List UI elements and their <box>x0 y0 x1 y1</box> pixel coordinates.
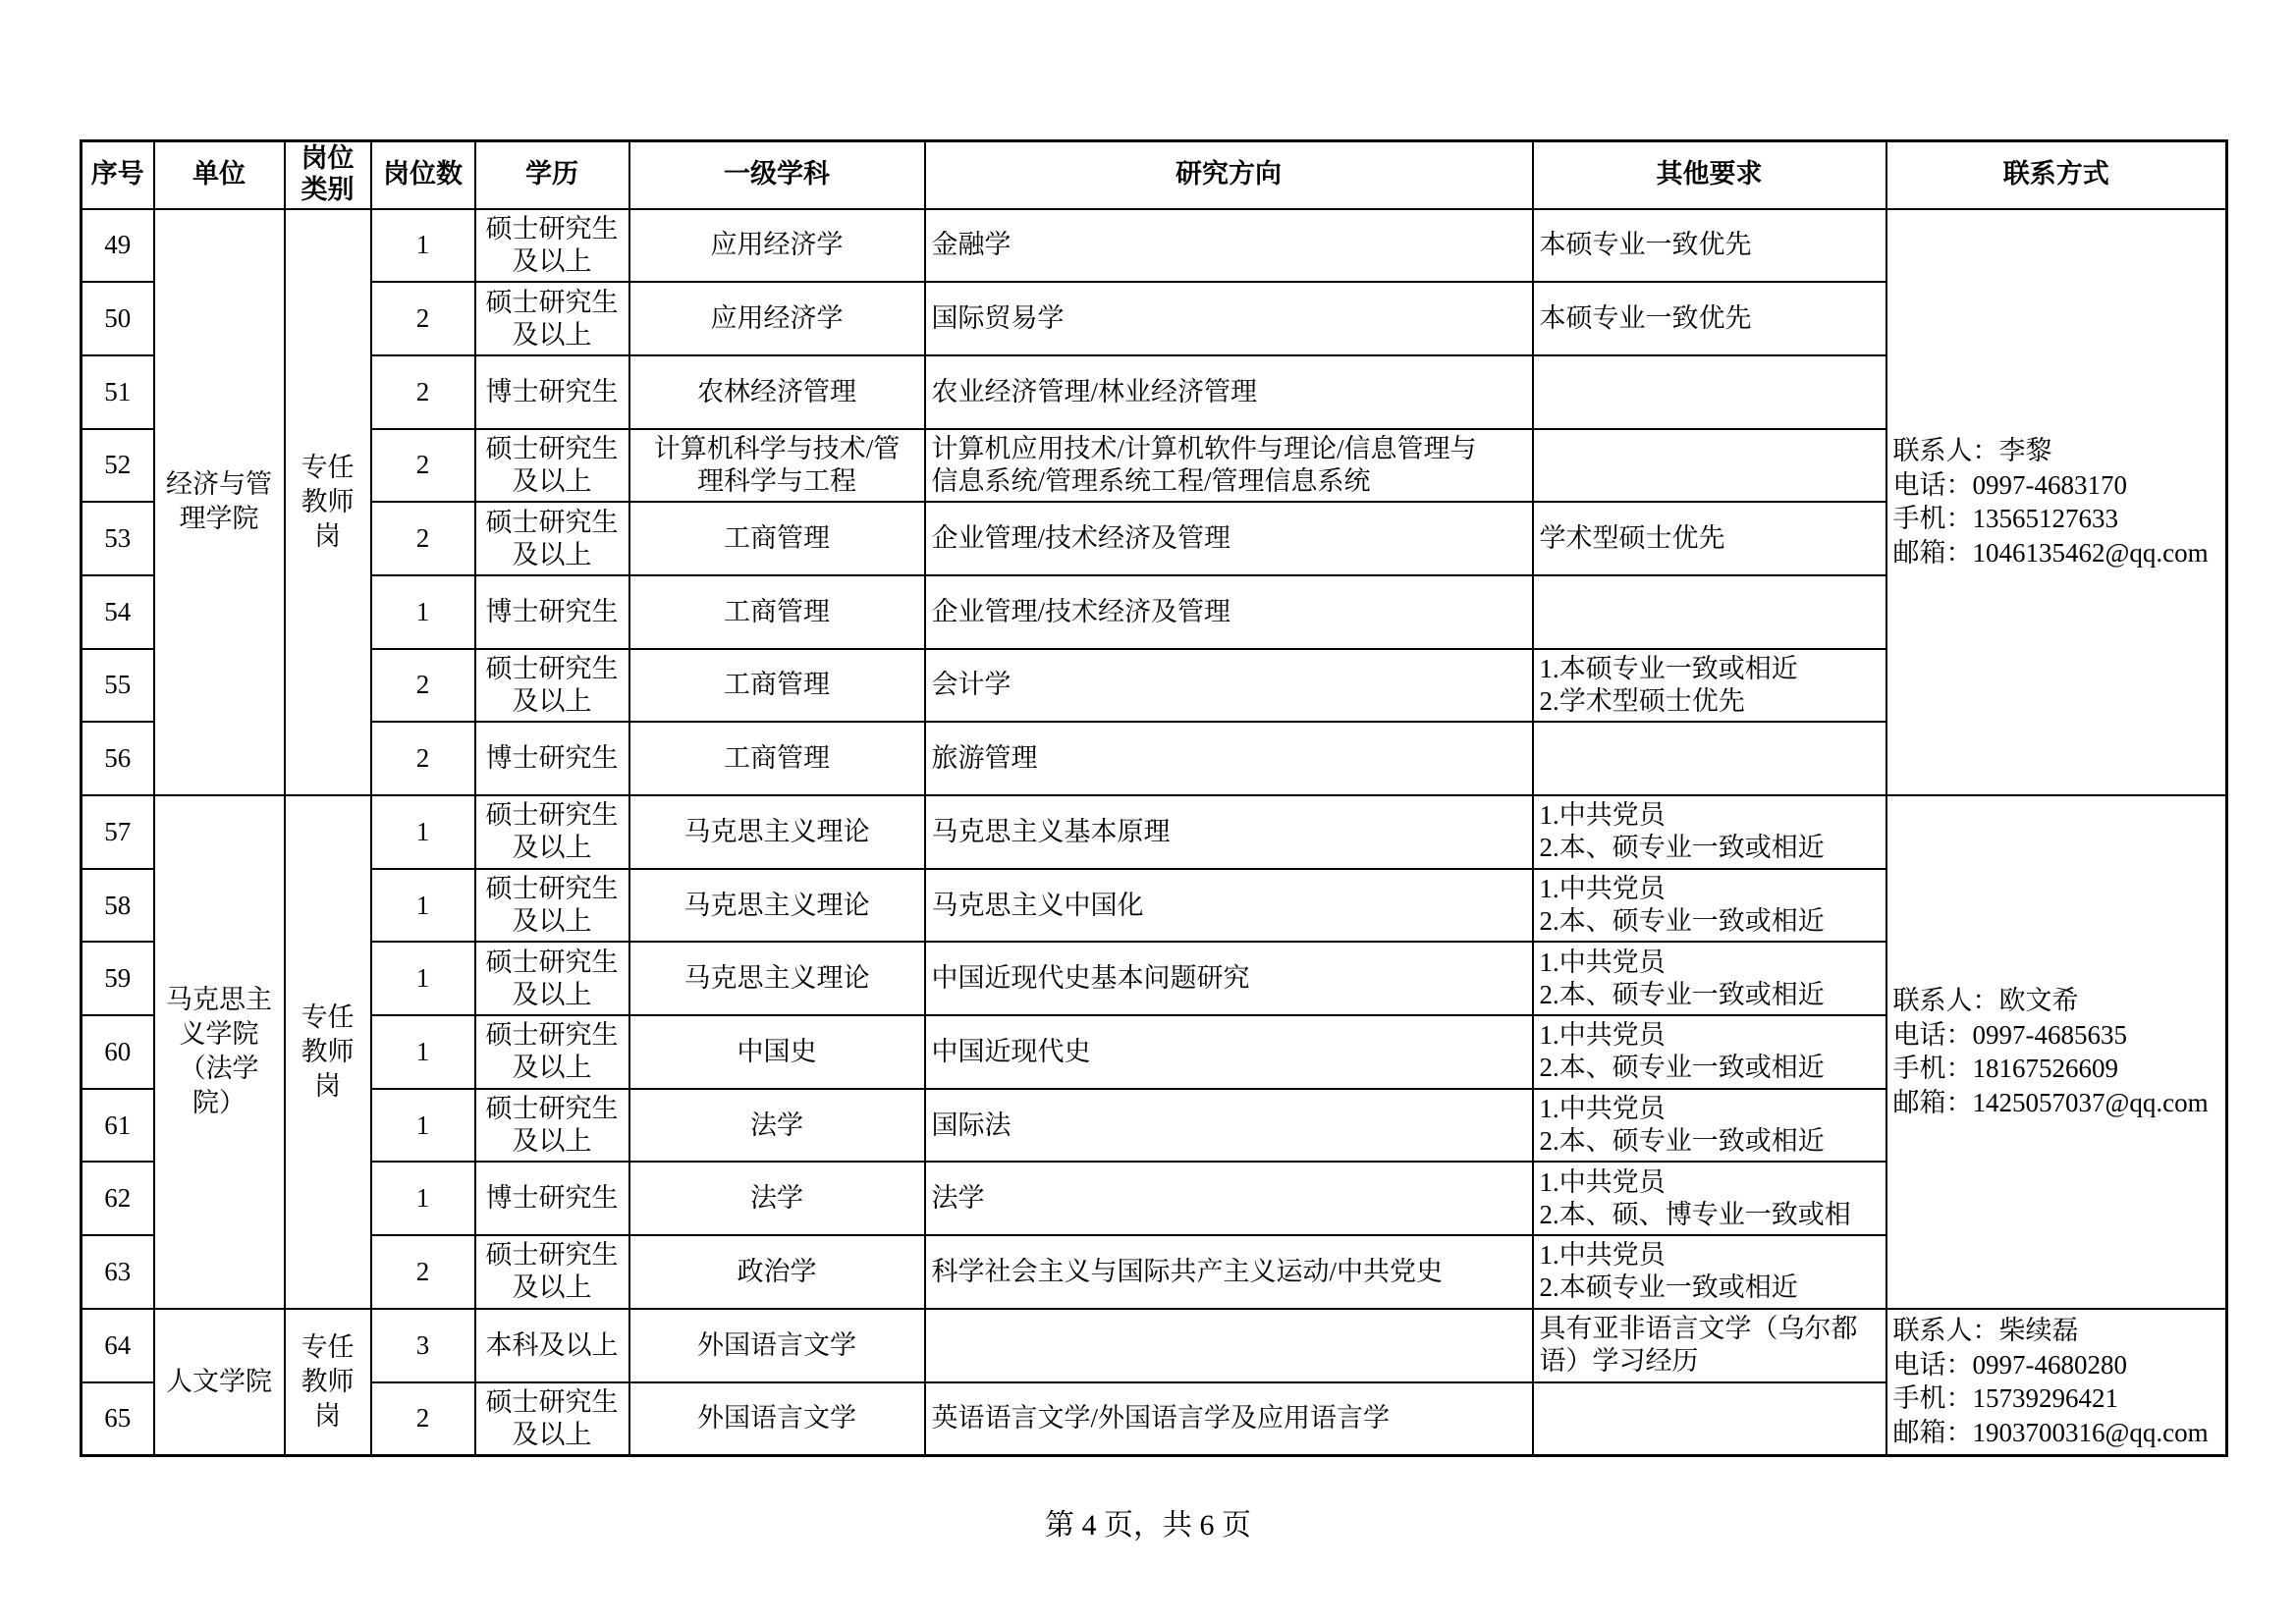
cell-direction: 旅游管理 <box>925 722 1533 795</box>
page-footer: 第 4 页，共 6 页 <box>1045 1509 1251 1542</box>
cell-direction: 企业管理/技术经济及管理 <box>925 575 1533 649</box>
cell-direction: 马克思主义基本原理 <box>925 795 1533 869</box>
cell-requirements: 本硕专业一致优先 <box>1533 209 1886 283</box>
cell-unit: 人文学院 <box>154 1309 285 1455</box>
cell-direction: 中国近现代史基本问题研究 <box>925 942 1533 1015</box>
cell-discipline: 法学 <box>629 1089 925 1163</box>
header-count: 岗位数 <box>371 141 475 209</box>
cell-no: 53 <box>82 502 154 575</box>
cell-education: 硕士研究生 及以上 <box>475 502 629 575</box>
header-category: 岗位 类别 <box>285 141 371 209</box>
cell-contact <box>1886 209 2227 796</box>
cell-direction: 金融学 <box>925 209 1533 283</box>
cell-count: 1 <box>371 1162 475 1235</box>
cell-direction: 国际法 <box>925 1089 1533 1163</box>
cell-requirements <box>1533 722 1886 795</box>
cell-count: 2 <box>371 649 475 723</box>
table-header <box>82 141 2227 209</box>
cell-category: 专任 教师 岗 <box>285 1309 371 1455</box>
cell-contact <box>1886 795 2227 1309</box>
cell-no: 64 <box>82 1309 154 1382</box>
cell-direction: 中国近现代史 <box>925 1015 1533 1089</box>
cell-count: 1 <box>371 942 475 1015</box>
cell-education: 博士研究生 <box>475 355 629 429</box>
contact-mobile: 手机：15739296421 <box>1892 1383 2118 1414</box>
cell-education: 硕士研究生 及以上 <box>475 1382 629 1456</box>
cell-count: 2 <box>371 355 475 429</box>
cell-no: 63 <box>82 1235 154 1309</box>
cell-requirements <box>1533 1382 1886 1456</box>
contact-email: 邮箱：1046135462@qq.com <box>1892 537 2209 568</box>
cell-discipline: 马克思主义理论 <box>629 942 925 1015</box>
cell-discipline: 外国语言文学 <box>629 1382 925 1456</box>
contact-email: 邮箱：1425057037@qq.com <box>1892 1087 2209 1117</box>
cell-education: 博士研究生 <box>475 1162 629 1235</box>
cell-discipline: 马克思主义理论 <box>629 795 925 869</box>
header-row <box>82 141 2227 209</box>
cell-discipline: 工商管理 <box>629 649 925 723</box>
cell-count: 1 <box>371 869 475 943</box>
cell-requirements <box>1533 355 1886 429</box>
cell-education: 硕士研究生 及以上 <box>475 429 629 503</box>
cell-education: 博士研究生 <box>475 575 629 649</box>
cell-requirements: 1.中共党员 2.本、硕专业一致或相近 <box>1533 942 1886 1015</box>
cell-no: 58 <box>82 869 154 943</box>
cell-no: 55 <box>82 649 154 723</box>
cell-discipline: 应用经济学 <box>629 209 925 283</box>
cell-count: 2 <box>371 282 475 355</box>
cell-education: 博士研究生 <box>475 722 629 795</box>
cell-discipline: 政治学 <box>629 1235 925 1309</box>
cell-no: 59 <box>82 942 154 1015</box>
cell-count: 1 <box>371 795 475 869</box>
cell-no: 50 <box>82 282 154 355</box>
cell-unit: 马克思主 义学院 （法学 院） <box>154 795 285 1309</box>
cell-discipline: 计算机科学与技术/管 理科学与工程 <box>629 429 925 503</box>
contact-email: 邮箱：1903700316@qq.com <box>1892 1417 2209 1447</box>
contact-person: 联系人：欧文希 <box>1892 986 2079 1016</box>
header-education: 学历 <box>475 141 629 209</box>
cell-discipline: 工商管理 <box>629 722 925 795</box>
cell-education: 硕士研究生 及以上 <box>475 282 629 355</box>
cell-requirements <box>1533 429 1886 503</box>
contact-phone: 电话：0997-4685635 <box>1892 1019 2127 1050</box>
cell-no: 52 <box>82 429 154 503</box>
cell-no: 51 <box>82 355 154 429</box>
cell-education: 硕士研究生 及以上 <box>475 649 629 723</box>
cell-requirements: 本硕专业一致优先 <box>1533 282 1886 355</box>
cell-discipline: 农林经济管理 <box>629 355 925 429</box>
cell-contact <box>1886 1309 2227 1455</box>
header-contact: 联系方式 <box>1886 141 2227 209</box>
cell-education: 硕士研究生 及以上 <box>475 1235 629 1309</box>
cell-no: 54 <box>82 575 154 649</box>
cell-education: 硕士研究生 及以上 <box>475 1089 629 1163</box>
cell-unit: 经济与管 理学院 <box>154 209 285 796</box>
cell-discipline: 工商管理 <box>629 575 925 649</box>
cell-education: 硕士研究生 及以上 <box>475 1015 629 1089</box>
cell-count: 3 <box>371 1309 475 1382</box>
cell-requirements: 1.中共党员 2.本、硕、博专业一致或相 <box>1533 1162 1886 1235</box>
cell-direction: 农业经济管理/林业经济管理 <box>925 355 1533 429</box>
cell-education: 本科及以上 <box>475 1309 629 1382</box>
cell-requirements: 1.中共党员 2.本、硕专业一致或相近 <box>1533 1015 1886 1089</box>
contact-phone: 电话：0997-4683170 <box>1892 469 2127 500</box>
cell-requirements: 1.中共党员 2.本、硕专业一致或相近 <box>1533 1089 1886 1163</box>
contact-person: 联系人：柴续磊 <box>1892 1316 2079 1346</box>
cell-category: 专任 教师 岗 <box>285 795 371 1309</box>
cell-education: 硕士研究生 及以上 <box>475 209 629 283</box>
cell-direction: 会计学 <box>925 649 1533 723</box>
contact-phone: 电话：0997-4680280 <box>1892 1349 2127 1380</box>
cell-direction: 法学 <box>925 1162 1533 1235</box>
contact-mobile: 手机：13565127633 <box>1892 504 2118 534</box>
cell-no: 62 <box>82 1162 154 1235</box>
cell-discipline: 马克思主义理论 <box>629 869 925 943</box>
cell-direction: 企业管理/技术经济及管理 <box>925 502 1533 575</box>
cell-requirements: 具有亚非语言文学（乌尔都 语）学习经历 <box>1533 1309 1886 1382</box>
contact-mobile: 手机：18167526609 <box>1892 1054 2118 1084</box>
header-unit: 单位 <box>154 141 285 209</box>
cell-education: 硕士研究生 及以上 <box>475 869 629 943</box>
cell-direction: 英语语言文学/外国语言学及应用语言学 <box>925 1382 1533 1456</box>
recruitment-table <box>80 139 2228 1457</box>
cell-count: 1 <box>371 1015 475 1089</box>
cell-count: 1 <box>371 1089 475 1163</box>
cell-discipline: 中国史 <box>629 1015 925 1089</box>
header-discipline: 一级学科 <box>629 141 925 209</box>
cell-direction: 马克思主义中国化 <box>925 869 1533 943</box>
table-row <box>82 795 2227 869</box>
cell-count: 1 <box>371 575 475 649</box>
cell-direction: 计算机应用技术/计算机软件与理论/信息管理与 信息系统/管理系统工程/管理信息系统 <box>925 429 1533 503</box>
table-body <box>82 209 2227 1456</box>
header-no: 序号 <box>82 141 154 209</box>
table-row <box>82 1309 2227 1382</box>
cell-count: 2 <box>371 722 475 795</box>
cell-requirements: 1.本硕专业一致或相近 2.学术型硕士优先 <box>1533 649 1886 723</box>
table-row <box>82 209 2227 283</box>
cell-count: 1 <box>371 209 475 283</box>
cell-requirements: 学术型硕士优先 <box>1533 502 1886 575</box>
cell-count: 2 <box>371 1382 475 1456</box>
cell-category: 专任 教师 岗 <box>285 209 371 796</box>
cell-education: 硕士研究生 及以上 <box>475 942 629 1015</box>
cell-count: 2 <box>371 429 475 503</box>
cell-no: 57 <box>82 795 154 869</box>
header-direction: 研究方向 <box>925 141 1533 209</box>
header-requirements: 其他要求 <box>1533 141 1886 209</box>
cell-discipline: 应用经济学 <box>629 282 925 355</box>
cell-direction: 科学社会主义与国际共产主义运动/中共党史 <box>925 1235 1533 1309</box>
cell-no: 56 <box>82 722 154 795</box>
cell-no: 61 <box>82 1089 154 1163</box>
cell-discipline: 外国语言文学 <box>629 1309 925 1382</box>
cell-count: 2 <box>371 1235 475 1309</box>
cell-requirements <box>1533 575 1886 649</box>
cell-direction: 国际贸易学 <box>925 282 1533 355</box>
cell-count: 2 <box>371 502 475 575</box>
cell-discipline: 法学 <box>629 1162 925 1235</box>
contact-person: 联系人：李黎 <box>1892 436 2052 466</box>
cell-requirements: 1.中共党员 2.本硕专业一致或相近 <box>1533 1235 1886 1309</box>
cell-no: 65 <box>82 1382 154 1456</box>
cell-no: 60 <box>82 1015 154 1089</box>
cell-requirements: 1.中共党员 2.本、硕专业一致或相近 <box>1533 795 1886 869</box>
cell-discipline: 工商管理 <box>629 502 925 575</box>
cell-requirements: 1.中共党员 2.本、硕专业一致或相近 <box>1533 869 1886 943</box>
cell-education: 硕士研究生 及以上 <box>475 795 629 869</box>
cell-no: 49 <box>82 209 154 283</box>
cell-direction <box>925 1309 1533 1382</box>
